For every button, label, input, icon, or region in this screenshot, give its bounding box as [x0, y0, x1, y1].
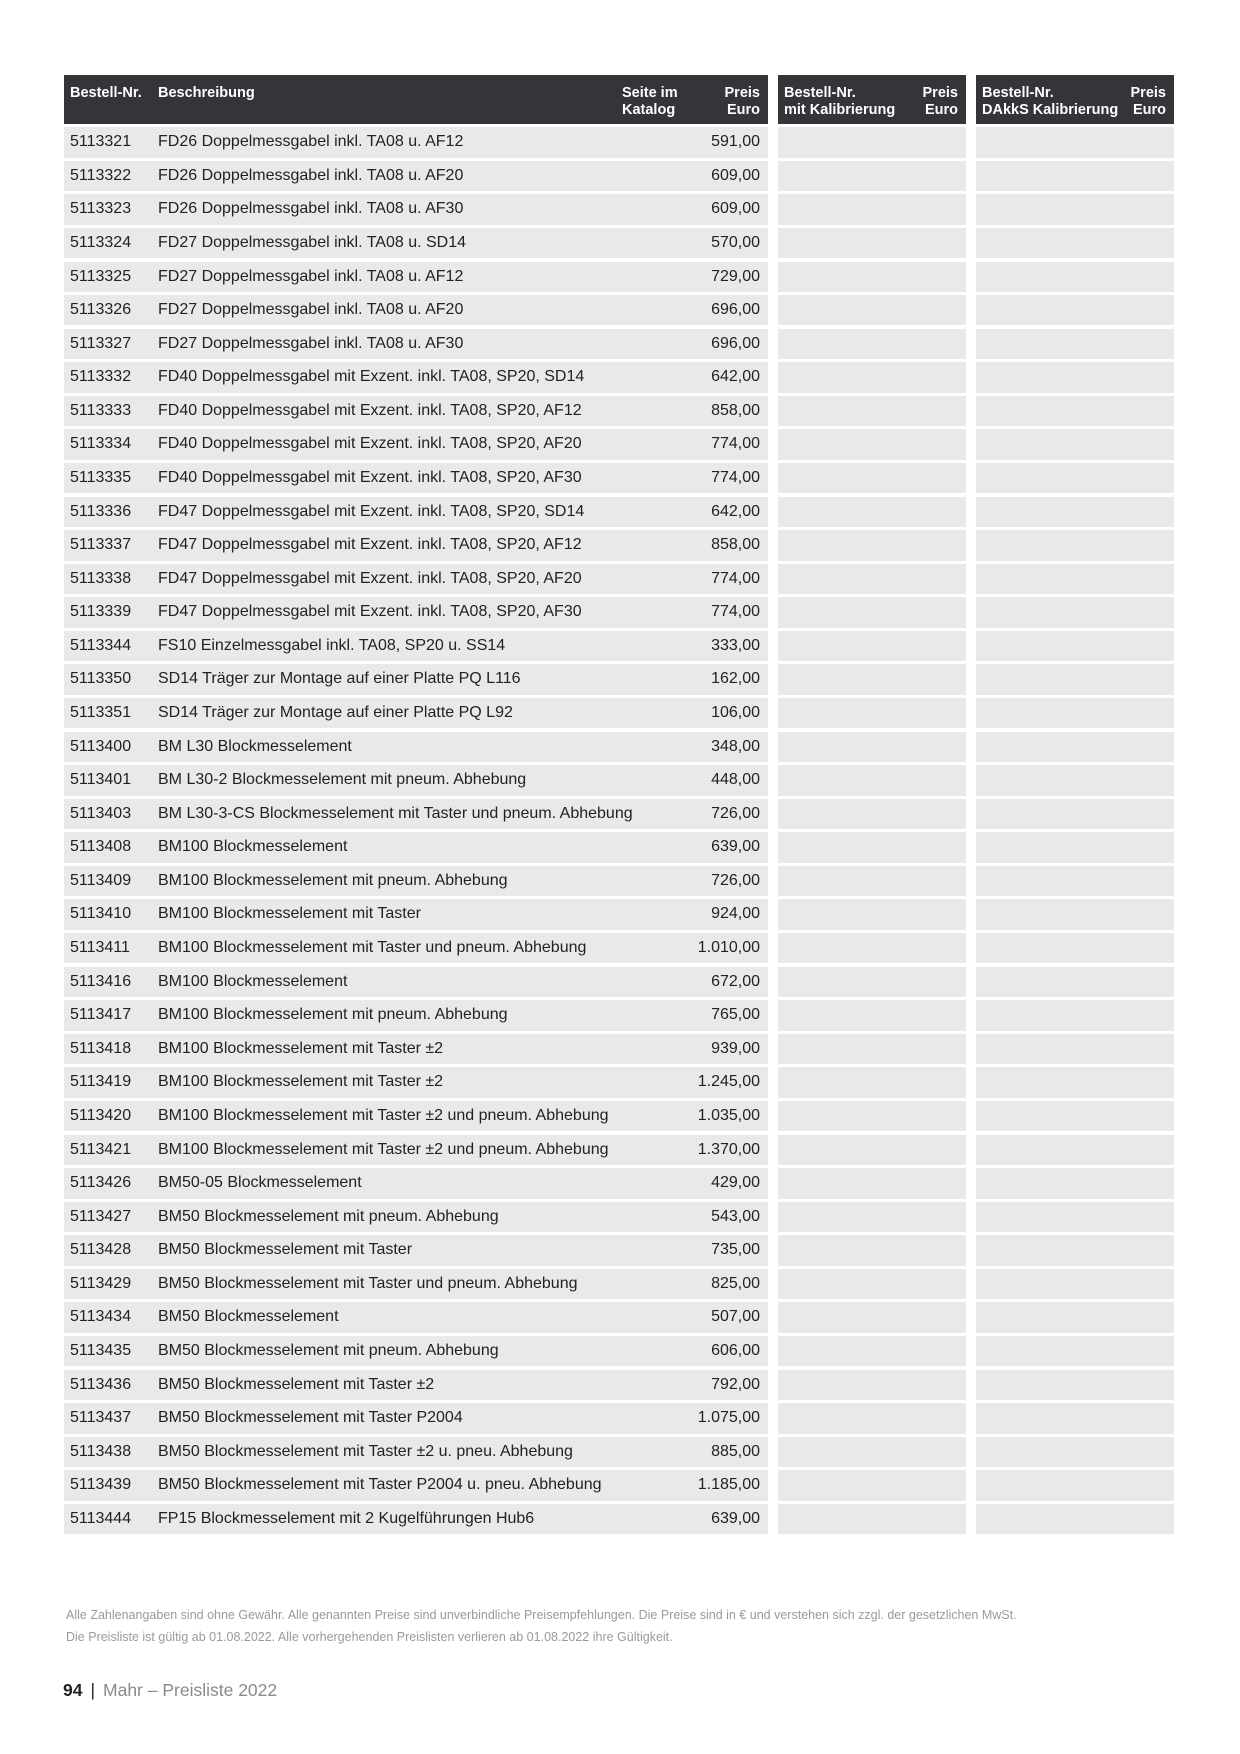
description-cell: BM100 Blockmesselement mit Taster ±2 und pneum. Abhebung	[158, 1140, 609, 1158]
calibration-row	[778, 664, 966, 694]
order-no-cell: 5113321	[70, 133, 132, 151]
order-no-cell: 5113350	[70, 670, 132, 688]
table-row	[64, 597, 768, 627]
table-row	[64, 1504, 768, 1534]
calibration-row	[778, 1067, 966, 1097]
table-row	[64, 765, 768, 795]
calibration-row	[778, 732, 966, 762]
dakks-row	[976, 967, 1174, 997]
order-no-cell: 5113326	[70, 301, 132, 319]
calibration-row	[778, 933, 966, 963]
calibration-row	[778, 1202, 966, 1232]
footer-separator: |	[90, 1680, 96, 1700]
table-row	[64, 664, 768, 694]
header-dakks-order-no: Bestell-Nr. DAkkS Kalibrierung	[982, 85, 1119, 118]
order-no-cell: 5113403	[70, 804, 132, 822]
description-cell: BM50-05 Blockmesselement	[158, 1174, 362, 1192]
order-no-cell: 5113417	[70, 1006, 132, 1024]
calibration-row	[778, 1101, 966, 1131]
order-no-cell: 5113401	[70, 771, 132, 789]
price-table-body	[64, 127, 768, 1534]
table-row	[64, 1370, 768, 1400]
price-cell: 1.010,00	[697, 939, 760, 957]
dakks-row	[976, 1336, 1174, 1366]
order-no-cell: 5113323	[70, 200, 132, 218]
price-cell: 774,00	[711, 468, 760, 486]
table-row	[64, 161, 768, 191]
description-cell: FD47 Doppelmessgabel mit Exzent. inkl. TA08, SP20, SD14	[158, 502, 585, 520]
dakks-row	[976, 1101, 1174, 1131]
calibration-row	[778, 1302, 966, 1332]
calibration-row	[778, 597, 966, 627]
table-row	[64, 1135, 768, 1165]
table-row	[64, 228, 768, 258]
table-row	[64, 1302, 768, 1332]
order-no-cell: 5113339	[70, 603, 132, 621]
description-cell: FD47 Doppelmessgabel mit Exzent. inkl. TA08, SP20, AF12	[158, 536, 582, 554]
dakks-row	[976, 262, 1174, 292]
price-cell: 609,00	[711, 200, 760, 218]
table-row	[64, 362, 768, 392]
price-cell: 162,00	[711, 670, 760, 688]
table-row	[64, 866, 768, 896]
header-dakks-price: Preis Euro	[1130, 85, 1166, 118]
table-row	[64, 194, 768, 224]
price-cell: 774,00	[711, 569, 760, 587]
dakks-row	[976, 631, 1174, 661]
table-row	[64, 497, 768, 527]
dakks-row	[976, 698, 1174, 728]
order-no-cell: 5113333	[70, 401, 132, 419]
order-no-cell: 5113416	[70, 972, 132, 990]
price-cell: 543,00	[711, 1207, 760, 1225]
dakks-row	[976, 1135, 1174, 1165]
calibration-row	[778, 530, 966, 560]
description-cell: FD47 Doppelmessgabel mit Exzent. inkl. TA08, SP20, AF30	[158, 603, 582, 621]
price-table	[64, 75, 768, 1534]
price-cell: 672,00	[711, 972, 760, 990]
description-cell: BM50 Blockmesselement mit Taster ±2	[158, 1375, 435, 1393]
description-cell: FD40 Doppelmessgabel mit Exzent. inkl. TA08, SP20, AF12	[158, 401, 582, 419]
dakks-row	[976, 329, 1174, 359]
calibration-row	[778, 866, 966, 896]
calibration-row	[778, 161, 966, 191]
dakks-row	[976, 899, 1174, 929]
description-cell: BM100 Blockmesselement mit Taster und pneum. Abhebung	[158, 939, 587, 957]
table-row	[64, 1470, 768, 1500]
dakks-row	[976, 1202, 1174, 1232]
header-price: Preis Euro	[724, 85, 760, 118]
table-row	[64, 429, 768, 459]
description-cell: FD26 Doppelmessgabel inkl. TA08 u. AF20	[158, 166, 464, 184]
order-no-cell: 5113438	[70, 1442, 132, 1460]
description-cell: BM100 Blockmesselement mit pneum. Abhebung	[158, 871, 508, 889]
calibration-row	[778, 1235, 966, 1265]
order-no-cell: 5113400	[70, 737, 132, 755]
price-table-header	[64, 75, 768, 124]
dakks-row	[976, 799, 1174, 829]
table-row	[64, 832, 768, 862]
price-cell: 858,00	[711, 401, 760, 419]
order-no-cell: 5113420	[70, 1106, 132, 1124]
table-row	[64, 799, 768, 829]
order-no-cell: 5113409	[70, 871, 132, 889]
table-row	[64, 463, 768, 493]
price-cell: 1.035,00	[697, 1106, 760, 1124]
price-cell: 448,00	[711, 771, 760, 789]
calibration-row	[778, 1470, 966, 1500]
calibration-row	[778, 262, 966, 292]
description-cell: FD40 Doppelmessgabel mit Exzent. inkl. TA08, SP20, AF30	[158, 468, 582, 486]
price-cell: 825,00	[711, 1274, 760, 1292]
table-row	[64, 1000, 768, 1030]
description-cell: BM100 Blockmesselement mit Taster ±2	[158, 1039, 444, 1057]
description-cell: BM100 Blockmesselement	[158, 972, 348, 990]
dakks-row	[976, 866, 1174, 896]
dakks-row	[976, 161, 1174, 191]
calibration-row	[778, 631, 966, 661]
order-no-cell: 5113336	[70, 502, 132, 520]
calibration-row	[778, 967, 966, 997]
header-cal-order-no: Bestell-Nr. mit Kalibrierung	[784, 85, 896, 118]
calibration-row	[778, 799, 966, 829]
order-no-cell: 5113410	[70, 905, 132, 923]
calibration-row	[778, 1000, 966, 1030]
calibration-row	[778, 1403, 966, 1433]
table-row	[64, 127, 768, 157]
price-cell: 726,00	[711, 804, 760, 822]
table-row	[64, 1269, 768, 1299]
calibration-row	[778, 228, 966, 258]
header-cal-price: Preis Euro	[922, 85, 958, 118]
order-no-cell: 5113344	[70, 636, 132, 654]
dakks-row	[976, 664, 1174, 694]
dakks-row	[976, 1437, 1174, 1467]
publication-title: Mahr – Preisliste 2022	[103, 1680, 278, 1700]
table-row	[64, 899, 768, 929]
calibration-row	[778, 1135, 966, 1165]
order-no-cell: 5113351	[70, 704, 132, 722]
table-row	[64, 1437, 768, 1467]
price-cell: 735,00	[711, 1241, 760, 1259]
description-cell: BM L30-2 Blockmesselement mit pneum. Abhebung	[158, 771, 527, 789]
description-cell: SD14 Träger zur Montage auf einer Platte PQ L116	[158, 670, 521, 688]
order-no-cell: 5113411	[70, 939, 130, 957]
dakks-row	[976, 1067, 1174, 1097]
dakks-row	[976, 1504, 1174, 1534]
table-row	[64, 295, 768, 325]
table-row	[64, 732, 768, 762]
description-cell: BM50 Blockmesselement mit Taster ±2 u. pneu. Abhebung	[158, 1442, 573, 1460]
price-cell: 507,00	[711, 1308, 760, 1326]
dakks-row	[976, 1370, 1174, 1400]
description-cell: FD26 Doppelmessgabel inkl. TA08 u. AF12	[158, 133, 464, 151]
table-row	[64, 530, 768, 560]
order-no-cell: 5113338	[70, 569, 132, 587]
dakks-table	[976, 75, 1174, 1534]
description-cell: FD27 Doppelmessgabel inkl. TA08 u. AF20	[158, 301, 464, 319]
dakks-row	[976, 295, 1174, 325]
calibration-row	[778, 194, 966, 224]
dakks-row	[976, 194, 1174, 224]
table-row	[64, 1067, 768, 1097]
dakks-row	[976, 497, 1174, 527]
price-cell: 726,00	[711, 871, 760, 889]
order-no-cell: 5113427	[70, 1207, 132, 1225]
calibration-row	[778, 899, 966, 929]
calibration-row	[778, 1437, 966, 1467]
order-no-cell: 5113434	[70, 1308, 132, 1326]
dakks-row	[976, 530, 1174, 560]
table-row	[64, 967, 768, 997]
calibration-row	[778, 329, 966, 359]
price-cell: 1.370,00	[697, 1140, 760, 1158]
price-cell: 696,00	[711, 334, 760, 352]
price-cell: 939,00	[711, 1039, 760, 1057]
calibration-table-header	[778, 75, 966, 124]
dakks-row	[976, 127, 1174, 157]
price-cell: 333,00	[711, 636, 760, 654]
description-cell: BM50 Blockmesselement mit Taster und pneum. Abhebung	[158, 1274, 578, 1292]
description-cell: BM50 Blockmesselement mit pneum. Abhebung	[158, 1342, 499, 1359]
order-no-cell: 5113421	[70, 1140, 132, 1158]
order-no-cell: 5113334	[70, 435, 132, 453]
calibration-table-body	[778, 127, 966, 1534]
price-cell: 792,00	[711, 1375, 760, 1393]
order-no-cell: 5113429	[70, 1274, 132, 1292]
price-cell: 348,00	[711, 737, 760, 755]
dakks-row	[976, 463, 1174, 493]
description-cell: FD27 Doppelmessgabel inkl. TA08 u. AF30	[158, 334, 464, 352]
table-row	[64, 1235, 768, 1265]
order-no-cell: 5113332	[70, 368, 132, 386]
description-cell: BM100 Blockmesselement mit Taster ±2 und pneum. Abhebung	[158, 1106, 609, 1124]
dakks-row	[976, 597, 1174, 627]
price-cell: 1.185,00	[697, 1476, 760, 1494]
calibration-row	[778, 295, 966, 325]
description-cell: FS10 Einzelmessgabel inkl. TA08, SP20 u. SS14	[158, 636, 506, 654]
price-cell: 774,00	[711, 603, 760, 621]
dakks-row	[976, 1034, 1174, 1064]
price-cell: 639,00	[711, 838, 760, 856]
dakks-row	[976, 1269, 1174, 1299]
dakks-row	[976, 362, 1174, 392]
calibration-row	[778, 1269, 966, 1299]
table-row	[64, 698, 768, 728]
order-no-cell: 5113439	[70, 1476, 132, 1494]
calibration-table	[778, 75, 966, 1534]
description-cell: BM L30 Blockmesselement	[158, 737, 352, 755]
calibration-row	[778, 1370, 966, 1400]
dakks-row	[976, 732, 1174, 762]
dakks-row	[976, 1235, 1174, 1265]
description-cell: FP15 Blockmesselement mit 2 Kugelführungen Hub6	[158, 1509, 535, 1527]
disclaimer-note: Alle Zahlenangaben sind ohne Gewähr. Alle genannten Preise sind unverbindliche Preisempfehlungen. Die Preise sind in € und verstehen sich zzgl. der gesetzlichen MwSt. Die Preisliste ist gültig ab 01.08.2022. Alle vorhergehenden Preislisten verlieren ab 01.08.2022 ihre Gültigkeit.	[66, 1608, 1017, 1644]
table-row	[64, 564, 768, 594]
dakks-row	[976, 228, 1174, 258]
table-row	[64, 329, 768, 359]
price-cell: 642,00	[711, 502, 760, 520]
price-cell: 429,00	[711, 1174, 760, 1192]
price-cell: 765,00	[711, 1006, 760, 1024]
calibration-row	[778, 765, 966, 795]
header-description: Beschreibung	[158, 85, 255, 101]
calibration-row	[778, 1034, 966, 1064]
order-no-cell: 5113327	[70, 334, 132, 352]
table-row	[64, 1202, 768, 1232]
price-cell: 696,00	[711, 301, 760, 319]
calibration-row	[778, 1168, 966, 1198]
calibration-row	[778, 497, 966, 527]
description-cell: BM100 Blockmesselement	[158, 838, 348, 856]
order-no-cell: 5113335	[70, 468, 132, 486]
price-cell: 591,00	[711, 133, 760, 151]
table-row	[64, 1403, 768, 1433]
description-cell: BM50 Blockmesselement mit Taster P2004 u. pneu. Abhebung	[158, 1476, 602, 1494]
order-no-cell: 5113337	[70, 536, 132, 554]
price-cell: 774,00	[711, 435, 760, 453]
price-cell: 729,00	[711, 267, 760, 285]
calibration-row	[778, 1504, 966, 1534]
description-cell: FD26 Doppelmessgabel inkl. TA08 u. AF30	[158, 200, 464, 218]
table-row	[64, 1168, 768, 1198]
description-cell: BM100 Blockmesselement mit Taster ±2	[158, 1073, 444, 1091]
calibration-row	[778, 1336, 966, 1366]
order-no-cell: 5113428	[70, 1241, 132, 1259]
page-footer	[63, 1680, 277, 1701]
dakks-row	[976, 1403, 1174, 1433]
description-cell: FD47 Doppelmessgabel mit Exzent. inkl. TA08, SP20, AF20	[158, 569, 582, 587]
price-cell: 924,00	[711, 905, 760, 923]
table-row	[64, 631, 768, 661]
description-cell: FD40 Doppelmessgabel mit Exzent. inkl. TA08, SP20, AF20	[158, 435, 582, 453]
calibration-row	[778, 832, 966, 862]
dakks-row	[976, 933, 1174, 963]
price-cell: 1.075,00	[697, 1409, 760, 1427]
dakks-row	[976, 564, 1174, 594]
order-no-cell: 5113325	[70, 267, 132, 285]
price-cell: 606,00	[711, 1342, 760, 1359]
calibration-row	[778, 362, 966, 392]
order-no-cell: 5113419	[70, 1073, 132, 1091]
dakks-row	[976, 396, 1174, 426]
price-cell: 639,00	[711, 1509, 760, 1527]
price-cell: 1.245,00	[697, 1073, 760, 1091]
page-number: 94	[63, 1680, 83, 1700]
order-no-cell: 5113322	[70, 166, 132, 184]
description-cell: BM50 Blockmesselement	[158, 1308, 339, 1326]
dakks-row	[976, 765, 1174, 795]
header-order-no: Bestell-Nr.	[70, 85, 142, 101]
description-cell: BM L30-3-CS Blockmesselement mit Taster und pneum. Abhebung	[158, 804, 633, 822]
header-catalog-page: Seite im Katalog	[622, 85, 678, 118]
description-cell: FD27 Doppelmessgabel inkl. TA08 u. AF12	[158, 267, 464, 285]
calibration-row	[778, 463, 966, 493]
price-cell: 642,00	[711, 368, 760, 386]
description-cell: BM50 Blockmesselement mit Taster P2004	[158, 1409, 463, 1427]
dakks-row	[976, 1000, 1174, 1030]
price-cell: 885,00	[711, 1442, 760, 1460]
calibration-row	[778, 396, 966, 426]
order-no-cell: 5113324	[70, 233, 132, 251]
dakks-row	[976, 1470, 1174, 1500]
calibration-row	[778, 698, 966, 728]
price-cell: 858,00	[711, 536, 760, 554]
calibration-row	[778, 564, 966, 594]
order-no-cell: 5113435	[70, 1342, 132, 1359]
description-cell: BM50 Blockmesselement mit Taster	[158, 1241, 413, 1259]
table-row	[64, 1101, 768, 1131]
table-row	[64, 262, 768, 292]
description-cell: FD27 Doppelmessgabel inkl. TA08 u. SD14	[158, 233, 467, 251]
order-no-cell: 5113436	[70, 1375, 132, 1393]
calibration-row	[778, 127, 966, 157]
order-no-cell: 5113444	[70, 1509, 132, 1527]
dakks-row	[976, 832, 1174, 862]
price-cell: 609,00	[711, 166, 760, 184]
table-row	[64, 1336, 768, 1366]
order-no-cell: 5113418	[70, 1039, 132, 1057]
price-cell: 106,00	[711, 704, 760, 722]
table-row	[64, 933, 768, 963]
order-no-cell: 5113426	[70, 1174, 132, 1192]
order-no-cell: 5113437	[70, 1409, 132, 1427]
description-cell: BM100 Blockmesselement mit Taster	[158, 905, 421, 923]
dakks-row	[976, 1168, 1174, 1198]
description-cell: SD14 Träger zur Montage auf einer Platte PQ L92	[158, 704, 513, 722]
order-no-cell: 5113408	[70, 838, 132, 856]
calibration-row	[778, 429, 966, 459]
table-row	[64, 396, 768, 426]
table-row	[64, 1034, 768, 1064]
description-cell: FD40 Doppelmessgabel mit Exzent. inkl. TA08, SP20, SD14	[158, 368, 585, 386]
description-cell: BM100 Blockmesselement mit pneum. Abhebung	[158, 1006, 508, 1024]
dakks-table-header	[976, 75, 1174, 124]
dakks-table-body	[976, 127, 1174, 1534]
description-cell: BM50 Blockmesselement mit pneum. Abhebung	[158, 1207, 499, 1225]
price-cell: 570,00	[711, 233, 760, 251]
dakks-row	[976, 429, 1174, 459]
dakks-row	[976, 1302, 1174, 1332]
